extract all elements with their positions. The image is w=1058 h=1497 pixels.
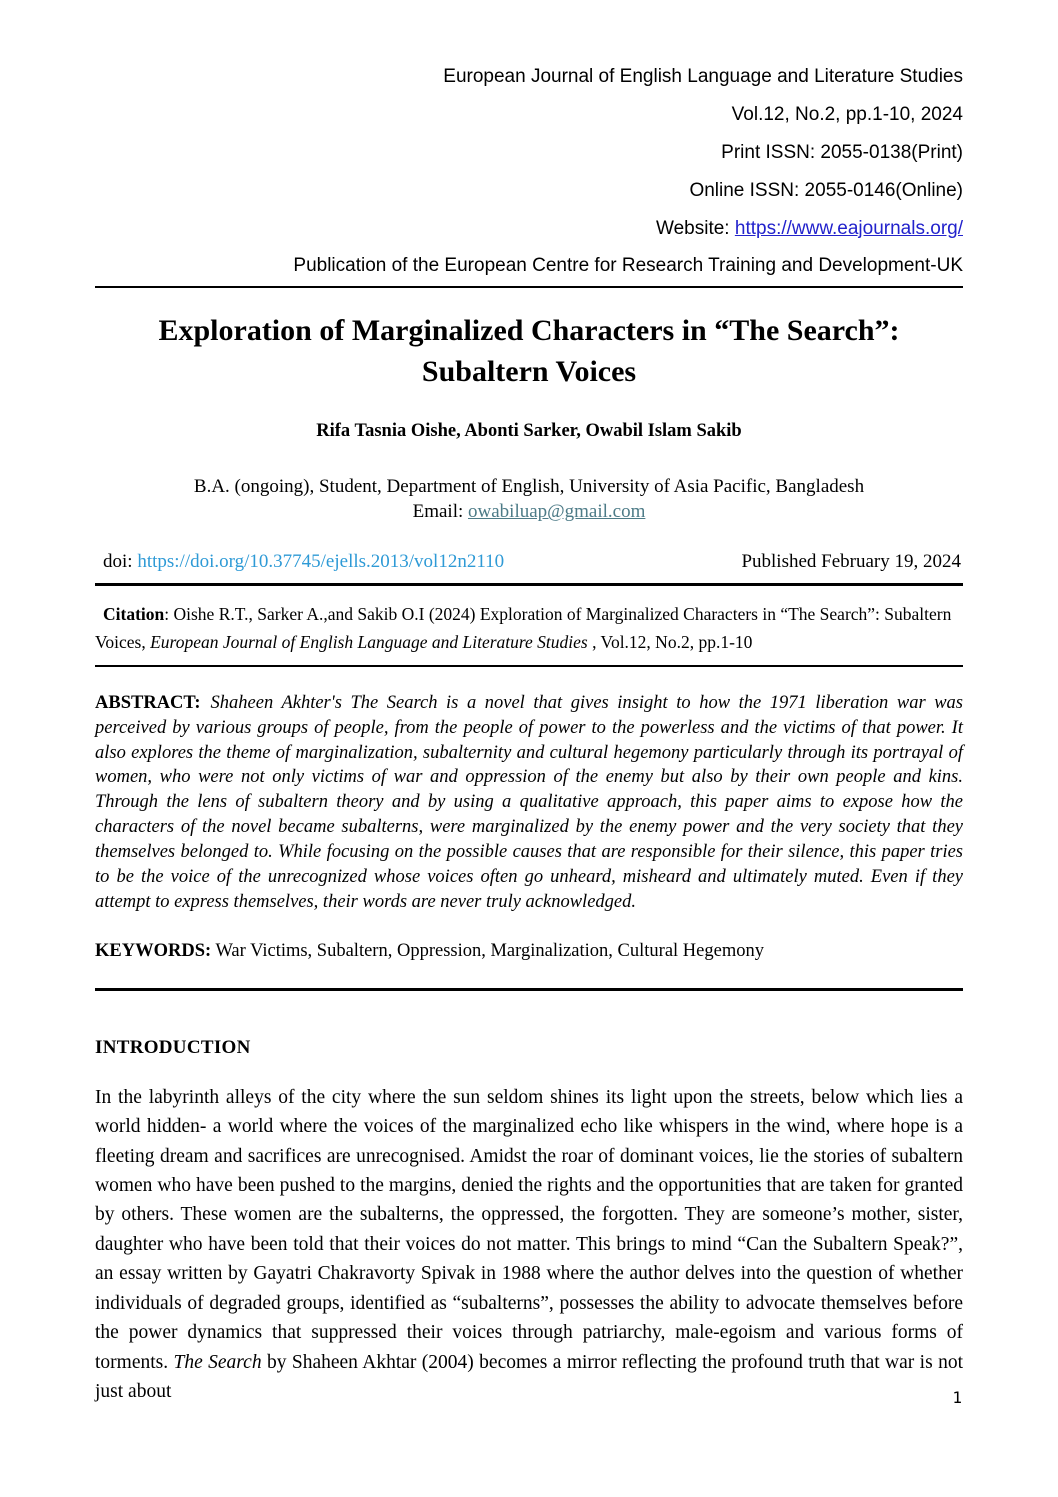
section-divider <box>95 988 963 991</box>
doi-label: doi: <box>103 551 138 573</box>
citation-label: Citation <box>103 604 165 625</box>
published-date: Published February 19, 2024 <box>741 551 961 573</box>
paper-title: Exploration of Marginalized Characters in “The Search”: Subaltern Voices <box>158 314 900 389</box>
publication-line: Publication of the European Centre for Research Training and Development-UK <box>95 248 963 288</box>
citation-text-1: : Oishe R.T., Sarker A.,and Sakib O.I (2024) Exploration of Marginalized Characters in “The Search”: Subaltern Voices, <box>95 604 952 653</box>
email-line <box>95 499 963 525</box>
affiliation-line: B.A. (ongoing), Student, Department of English, University of Asia Pacific, Bangladesh <box>193 475 865 497</box>
citation-block <box>95 600 963 667</box>
doi-line <box>103 551 504 573</box>
introduction-text-2: by Shaheen Akhtar (2004) becomes a mirror reflecting the profound truth that war is not just about <box>95 1351 963 1402</box>
page-number: 1 <box>952 1388 962 1407</box>
keywords-label: KEYWORDS: <box>95 940 212 961</box>
citation-journal-name: European Journal of English Language and Literature Studies <box>150 632 588 653</box>
journal-volume: Vol.12, No.2, pp.1-10, 2024 <box>731 104 963 125</box>
email-link[interactable]: owabiluap@gmail.com <box>468 501 646 523</box>
doi-row <box>95 551 963 586</box>
introduction-heading: INTRODUCTION <box>95 1036 251 1058</box>
abstract-text: Shaheen Akhter's The Search is a novel that gives insight to how the 1971 liberation war was perceived by various groups of people, from the people of power to the powerless and the victims of that power. It also explores the theme of marginalization, subalternity and cultural hegemony particularly through its portrayal of women, who were not only victims of war and oppression of the enemy but also by their own people and kins. Through the lens of subaltern theory and by using a qualitative approach, this paper aims to expose how the characters of the novel became subalterns, were marginalized by the enemy power and the very society that they themselves belonged to. While focusing on the possible causes that are responsible for their silence, this paper tries to be the voice of the unrecognized whose voices often go unheard, misheard and ultimately muted. Even if they attempt to express themselves, their words are never truly acknowledged. <box>95 692 963 912</box>
keywords-text: War Victims, Subaltern, Oppression, Marginalization, Cultural Hegemony <box>211 940 764 961</box>
doi-link[interactable]: https://doi.org/10.37745/ejells.2013/vol12n2110 <box>137 551 505 573</box>
website-link[interactable]: https://www.eajournals.org/ <box>734 218 963 239</box>
journal-masthead <box>95 58 963 288</box>
book-title: The Search <box>173 1351 262 1373</box>
journal-name: European Journal of English Language and Literature Studies <box>443 66 963 87</box>
keywords-line <box>95 941 963 962</box>
email-label: Email: <box>412 501 469 523</box>
abstract-paragraph <box>95 691 963 915</box>
introduction-text-1: In the labyrinth alleys of the city where the sun seldom shines its light upon the streets, below which lies a world hidden- a world where the voices of the marginalized echo like whispers in the wind, where hope is a fleeting dream and sacrifices are unrecognised. Amidst the roar of dominant voices, lie the stories of subaltern women who have been pushed to the margins, denied the rights and the opportunities that are taken for granted by others. These women are the subalterns, the oppressed, the forgotten. They are someone’s mother, sister, daughter who have been told that their voices do not matter. This brings to mind “Can the Subaltern Speak?”, an essay written by Gayatri Chakravorty Spivak in 1988 where the author delves into the question of whether individuals of degraded groups, identified as “subalterns”, possesses the ability to advocate themselves before the power dynamics that suppressed their voices through patriarchy, male-egoism and various forms of torments. <box>95 1086 963 1373</box>
affiliation-block <box>95 474 963 525</box>
introduction-paragraph <box>95 1083 963 1407</box>
citation-text-2: , Vol.12, No.2, pp.1-10 <box>587 632 753 653</box>
website-line <box>95 210 963 248</box>
authors-line: Rifa Tasnia Oishe, Abonti Sarker, Owabil Islam Sakib <box>316 420 742 441</box>
print-issn: Print ISSN: 2055-0138(Print) <box>721 142 963 163</box>
online-issn: Online ISSN: 2055-0146(Online) <box>689 180 963 201</box>
website-label: Website: <box>656 218 735 239</box>
abstract-label: ABSTRACT: <box>95 692 201 713</box>
